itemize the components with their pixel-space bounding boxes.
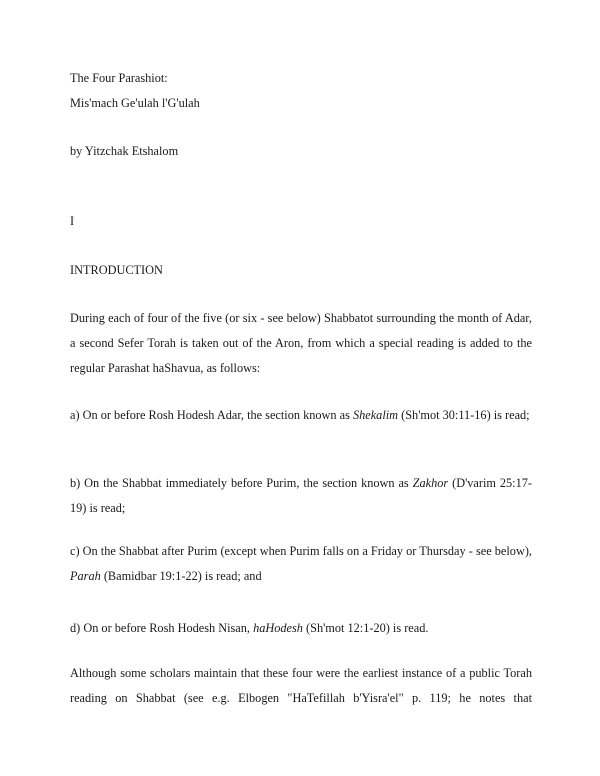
byline: by Yitzchak Etshalom — [70, 144, 179, 158]
item-b-name: Zakhor — [412, 476, 449, 490]
list-item-d — [70, 616, 532, 641]
list-item-a — [70, 403, 532, 428]
item-d-after: (Sh'mot 12:1-20) is read. — [302, 621, 429, 635]
item-b-after: (D'varim 25:17-19) is read; — [70, 476, 532, 515]
section-number: I — [70, 214, 75, 228]
list-item-c — [70, 539, 532, 589]
item-a-after: (Sh'mot 30:11-16) is read; — [398, 408, 530, 422]
closing-paragraph: Although some scholars maintain that these four were the earliest instance of a public Torah reading on Shabbat (see e.g. Elbogen "HaTefillah b'Yisra'el" p. 119; he notes that — [70, 666, 532, 705]
item-b-before: b) On the Shabbat immediately before Purim, the section known as — [70, 476, 413, 490]
item-a-name: Shekalim — [352, 408, 399, 422]
item-c-name: Parah — [70, 569, 101, 583]
item-d-before: d) On or before Rosh Hodesh Nisan, — [70, 621, 254, 635]
item-d-name: haHodesh — [253, 621, 303, 635]
item-c-before: c) On the Shabbat after Purim (except when Purim falls on a Friday or Thursday - see below), — [70, 544, 532, 558]
intro-paragraph: During each of four of the five (or six - see below) Shabbatot surrounding the month of Adar, a second Sefer Torah is taken out of the Aron, from which a special reading is added to the regular Parashat haShavua, as follows: — [70, 311, 532, 375]
section-heading: INTRODUCTION — [70, 263, 163, 277]
list-item-b — [70, 471, 532, 521]
item-a-before: a) On or before Rosh Hodesh Adar, the section known as — [70, 408, 353, 422]
item-c-after: (Bamidbar 19:1-22) is read; and — [100, 569, 262, 583]
title-line-2: Mis'mach Ge'ulah l'G'ulah — [70, 96, 200, 110]
title-line-1: The Four Parashiot: — [70, 71, 168, 85]
